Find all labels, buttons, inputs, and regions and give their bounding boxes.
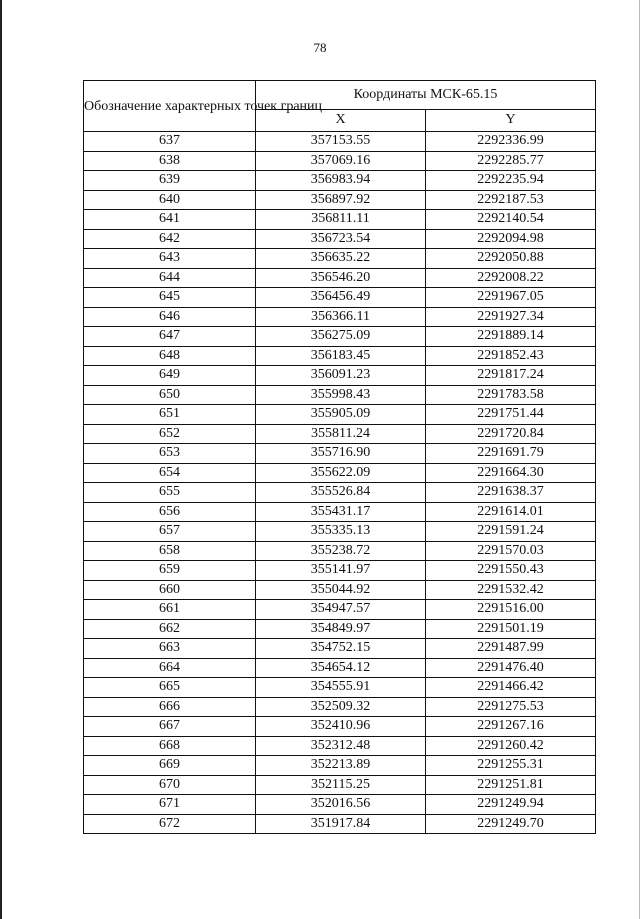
cell-y: 2291967.05 — [426, 288, 596, 308]
cell-x: 357153.55 — [256, 132, 426, 152]
cell-x: 355141.97 — [256, 561, 426, 581]
table-row — [84, 190, 596, 210]
cell-x: 355238.72 — [256, 541, 426, 561]
cell-point-id: 666 — [84, 697, 256, 717]
table-row — [84, 561, 596, 581]
header-point-label: Обозначение характерных точек границ — [84, 81, 256, 132]
cell-point-id: 640 — [84, 190, 256, 210]
cell-y: 2291852.43 — [426, 346, 596, 366]
cell-point-id: 645 — [84, 288, 256, 308]
table-row — [84, 483, 596, 503]
table-row — [84, 424, 596, 444]
cell-x: 352213.89 — [256, 756, 426, 776]
cell-y: 2291275.53 — [426, 697, 596, 717]
cell-x: 356897.92 — [256, 190, 426, 210]
cell-y: 2291267.16 — [426, 717, 596, 737]
table-header — [84, 81, 596, 132]
cell-x: 356366.11 — [256, 307, 426, 327]
cell-y: 2292235.94 — [426, 171, 596, 191]
cell-point-id: 655 — [84, 483, 256, 503]
table-row — [84, 385, 596, 405]
table-row — [84, 639, 596, 659]
cell-y: 2291614.01 — [426, 502, 596, 522]
cell-point-id: 672 — [84, 814, 256, 834]
cell-point-id: 651 — [84, 405, 256, 425]
cell-point-id: 664 — [84, 658, 256, 678]
cell-point-id: 647 — [84, 327, 256, 347]
table-row — [84, 658, 596, 678]
page-border-left — [0, 0, 2, 919]
cell-y: 2291591.24 — [426, 522, 596, 542]
cell-point-id: 660 — [84, 580, 256, 600]
table-row — [84, 268, 596, 288]
cell-x: 354555.91 — [256, 678, 426, 698]
cell-x: 356183.45 — [256, 346, 426, 366]
cell-y: 2291638.37 — [426, 483, 596, 503]
table-row — [84, 522, 596, 542]
cell-x: 357069.16 — [256, 151, 426, 171]
cell-point-id: 657 — [84, 522, 256, 542]
cell-point-id: 642 — [84, 229, 256, 249]
table-row — [84, 600, 596, 620]
cell-y: 2291251.81 — [426, 775, 596, 795]
table-row — [84, 697, 596, 717]
cell-point-id: 668 — [84, 736, 256, 756]
table-row — [84, 541, 596, 561]
table-row — [84, 580, 596, 600]
cell-y: 2291501.19 — [426, 619, 596, 639]
cell-x: 356723.54 — [256, 229, 426, 249]
cell-x: 356635.22 — [256, 249, 426, 269]
cell-point-id: 661 — [84, 600, 256, 620]
table-row — [84, 307, 596, 327]
cell-y: 2292187.53 — [426, 190, 596, 210]
table-row — [84, 502, 596, 522]
cell-y: 2291664.30 — [426, 463, 596, 483]
cell-x: 355335.13 — [256, 522, 426, 542]
table-row — [84, 210, 596, 230]
cell-y: 2291255.31 — [426, 756, 596, 776]
cell-x: 355998.43 — [256, 385, 426, 405]
cell-y: 2291532.42 — [426, 580, 596, 600]
cell-y: 2291817.24 — [426, 366, 596, 386]
cell-y: 2291249.70 — [426, 814, 596, 834]
cell-x: 352509.32 — [256, 697, 426, 717]
table-row — [84, 756, 596, 776]
cell-point-id: 643 — [84, 249, 256, 269]
cell-x: 351917.84 — [256, 814, 426, 834]
cell-x: 356811.11 — [256, 210, 426, 230]
cell-y: 2292336.99 — [426, 132, 596, 152]
cell-x: 352115.25 — [256, 775, 426, 795]
cell-y: 2292140.54 — [426, 210, 596, 230]
cell-point-id: 644 — [84, 268, 256, 288]
cell-x: 354654.12 — [256, 658, 426, 678]
cell-x: 352410.96 — [256, 717, 426, 737]
cell-point-id: 652 — [84, 424, 256, 444]
cell-point-id: 671 — [84, 795, 256, 815]
cell-point-id: 650 — [84, 385, 256, 405]
table-row — [84, 619, 596, 639]
cell-point-id: 649 — [84, 366, 256, 386]
cell-x: 352016.56 — [256, 795, 426, 815]
table-row — [84, 151, 596, 171]
cell-x: 355905.09 — [256, 405, 426, 425]
table-row — [84, 346, 596, 366]
cell-y: 2292094.98 — [426, 229, 596, 249]
table-row — [84, 327, 596, 347]
cell-x: 355526.84 — [256, 483, 426, 503]
cell-point-id: 659 — [84, 561, 256, 581]
cell-x: 355622.09 — [256, 463, 426, 483]
table-row — [84, 171, 596, 191]
cell-point-id: 667 — [84, 717, 256, 737]
table-row — [84, 678, 596, 698]
cell-y: 2291550.43 — [426, 561, 596, 581]
table-body — [84, 132, 596, 834]
cell-y: 2292008.22 — [426, 268, 596, 288]
cell-x: 356983.94 — [256, 171, 426, 191]
cell-y: 2291751.44 — [426, 405, 596, 425]
cell-point-id: 646 — [84, 307, 256, 327]
cell-point-id: 670 — [84, 775, 256, 795]
cell-point-id: 662 — [84, 619, 256, 639]
cell-x: 354849.97 — [256, 619, 426, 639]
cell-x: 355716.90 — [256, 444, 426, 464]
header-coordinates-group: Координаты МСК-65.15 — [256, 81, 596, 110]
header-x: X — [256, 109, 426, 131]
table-row — [84, 736, 596, 756]
cell-x: 354752.15 — [256, 639, 426, 659]
cell-y: 2291889.14 — [426, 327, 596, 347]
cell-point-id: 669 — [84, 756, 256, 776]
cell-point-id: 663 — [84, 639, 256, 659]
cell-y: 2291783.58 — [426, 385, 596, 405]
cell-point-id: 637 — [84, 132, 256, 152]
cell-x: 354947.57 — [256, 600, 426, 620]
cell-x: 356275.09 — [256, 327, 426, 347]
cell-x: 356546.20 — [256, 268, 426, 288]
table-row — [84, 249, 596, 269]
cell-point-id: 665 — [84, 678, 256, 698]
coordinates-table — [83, 80, 596, 834]
table-row — [84, 444, 596, 464]
cell-point-id: 638 — [84, 151, 256, 171]
cell-x: 352312.48 — [256, 736, 426, 756]
cell-y: 2291927.34 — [426, 307, 596, 327]
cell-y: 2292285.77 — [426, 151, 596, 171]
cell-y: 2291516.00 — [426, 600, 596, 620]
cell-y: 2291487.99 — [426, 639, 596, 659]
cell-x: 355431.17 — [256, 502, 426, 522]
cell-x: 356091.23 — [256, 366, 426, 386]
cell-y: 2291466.42 — [426, 678, 596, 698]
table-row — [84, 229, 596, 249]
table-row — [84, 288, 596, 308]
cell-y: 2291720.84 — [426, 424, 596, 444]
header-y: Y — [426, 109, 596, 131]
table-row — [84, 366, 596, 386]
table-row — [84, 132, 596, 152]
cell-y: 2291260.42 — [426, 736, 596, 756]
cell-point-id: 641 — [84, 210, 256, 230]
cell-y: 2291476.40 — [426, 658, 596, 678]
cell-y: 2292050.88 — [426, 249, 596, 269]
cell-point-id: 658 — [84, 541, 256, 561]
cell-x: 355811.24 — [256, 424, 426, 444]
table-row — [84, 795, 596, 815]
cell-x: 356456.49 — [256, 288, 426, 308]
cell-point-id: 654 — [84, 463, 256, 483]
cell-y: 2291249.94 — [426, 795, 596, 815]
cell-point-id: 653 — [84, 444, 256, 464]
cell-point-id: 648 — [84, 346, 256, 366]
table-row — [84, 463, 596, 483]
cell-x: 355044.92 — [256, 580, 426, 600]
cell-point-id: 639 — [84, 171, 256, 191]
table-row — [84, 405, 596, 425]
table-row — [84, 775, 596, 795]
table-row — [84, 717, 596, 737]
cell-y: 2291570.03 — [426, 541, 596, 561]
cell-point-id: 656 — [84, 502, 256, 522]
table-row — [84, 814, 596, 834]
cell-y: 2291691.79 — [426, 444, 596, 464]
page-number: 78 — [313, 40, 327, 55]
